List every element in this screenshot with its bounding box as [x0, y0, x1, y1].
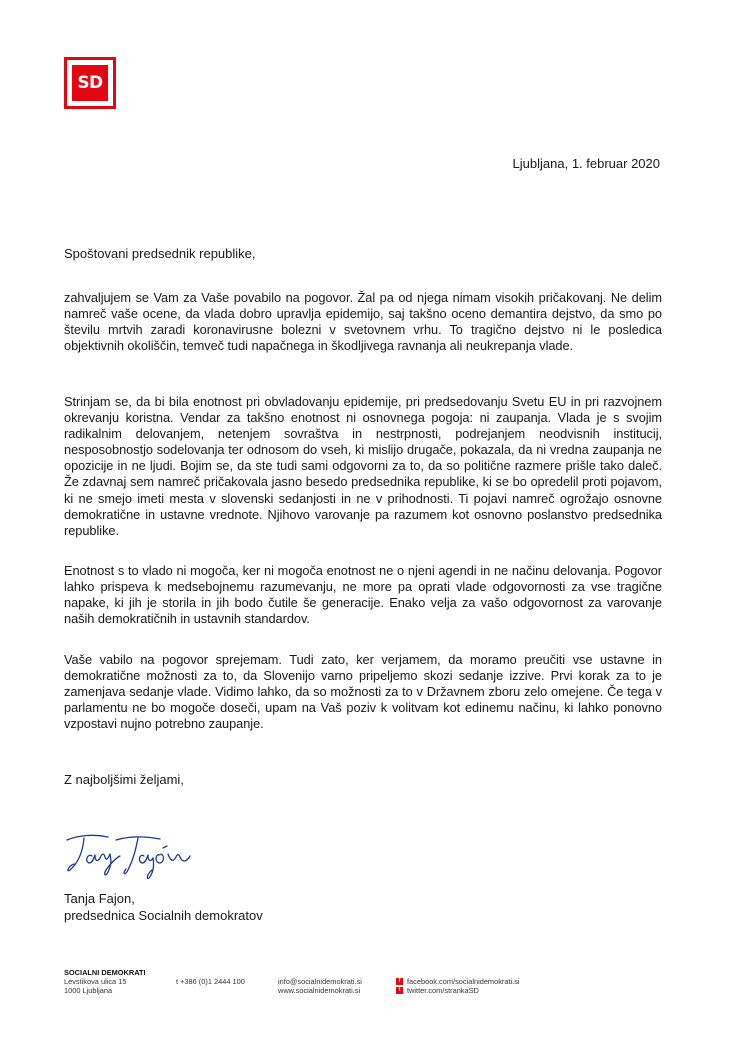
footer-facebook-row[interactable] — [396, 977, 520, 986]
paragraph-1: zahvaljujem se Vam za Vaše povabilo na pogovor. Žal pa od njega nimam visokih pričakovanj. Ne delim namreč vaše ocene, da vlada dobro upravlja epidemijo, saj takšno oceno demantira dejstvo, da smo po številu mrtvih zaradi koronavirusne bolezni v svetovnem vrhu. To tragično dejstvo ni le posledica objektivnih okoliščin, temveč tudi napačnega in škodljivega ravnanja ali neukrepanja vlade. — [64, 290, 662, 354]
footer-email[interactable]: info@socialnidemokrati.si — [278, 977, 362, 986]
footer-twitter-row[interactable] — [396, 986, 520, 995]
footer-website[interactable]: www.socialnidemokrati.si — [278, 986, 361, 996]
party-logo — [64, 57, 116, 109]
paragraph-4: Vaše vabilo na pogovor sprejemam. Tudi zato, ker verjamem, da moramo preučiti vse ustavne in demokratične možnosti za to, da Slovenijo varno pripeljemo skozi sedanje izzive. Prvi korak za to je zamenjava sedanje vlade. Vidimo lahko, da so možnosti za to v Državnem zboru zelo omejene. Če tega v parlamentu ne bo mogoče doseči, upam na Vaš poziv k volitvam kot edinemu načinu, ki lahko ponovno vzpostavi nujno potrebno zaupanje. — [64, 652, 662, 732]
footer-facebook[interactable]: facebook.com/socialnidemokrati.si — [407, 977, 520, 986]
signer-title: predsednica Socialnih demokratov — [64, 908, 263, 923]
twitter-icon: t — [396, 987, 403, 994]
paragraph-2: Strinjam se, da bi bila enotnost pri obvladovanju epidemije, pri predsedovanju Svetu EU in pri razvojnem okrevanju koristna. Vendar za takšno enotnost ni osnovnega pogoja: ni zaupanja. Vlada je s svojim radikalnim delovanjem, netenjem sovraštva in nestrpnosti, podrejanjem neodvisnih institucij, nesposobnostjo sodelovanja ter odnosom do vseh, ki mislijo drugače, pokazala, da ni vredna zaupanja ne opozicije in ne ljudi. Bojim se, da ste tudi sami odgovorni za to, da so politične razmere prišle tako daleč. Že zdavnaj sem namreč pričakovala jasno besedo predsednika republike, ki se bo opredelil proti pojavom, ki ne smejo imeti mesta v slovenski sedanjosti in ne v prihodnosti. Ti pojavi namreč ogrožajo osnovne demokratične in ustavne vrednote. Njihovo varovanje pa razumem kot osnovno poslanstvo predsednika republike. — [64, 394, 662, 538]
paragraph-3: Enotnost s to vlado ni mogoča, ker ni mogoča enotnost ne o njeni agendi in ne načinu delovanja. Pogovor lahko prispeva k medsebojnemu razumevanju, ne more pa oprati vlade odgovornosti za vse tragične napake, ki jih je storila in jih bodo čutile še generacije. Enako velja za vašo odgovornost za varovanje naših demokratičnih in ustavnih standardov. — [64, 563, 662, 627]
salutation: Spoštovani predsednik republike, — [64, 246, 256, 261]
facebook-icon: f — [396, 978, 403, 985]
footer-org-name: SOCIALNI DEMOKRATI — [64, 968, 146, 977]
footer-address-line1: Levstikova ulica 15 — [64, 977, 127, 987]
footer-phone-col — [176, 977, 245, 986]
footer-phone: t +386 (0)1 2444 100 — [176, 977, 245, 986]
footer-address-line2: 1000 Ljubljana — [64, 986, 113, 996]
signer-block — [64, 890, 263, 924]
footer-contact-col — [278, 977, 362, 995]
footer-twitter[interactable]: twitter.com/strankaSD — [407, 986, 479, 996]
footer-social-col — [396, 977, 520, 995]
closing: Z najboljšimi željami, — [64, 772, 184, 787]
handwritten-signature — [64, 826, 214, 881]
signer-name: Tanja Fajon, — [64, 891, 135, 906]
footer-address — [64, 968, 146, 996]
logo-text: SD — [72, 65, 108, 101]
letter-date: Ljubljana, 1. februar 2020 — [512, 156, 660, 171]
